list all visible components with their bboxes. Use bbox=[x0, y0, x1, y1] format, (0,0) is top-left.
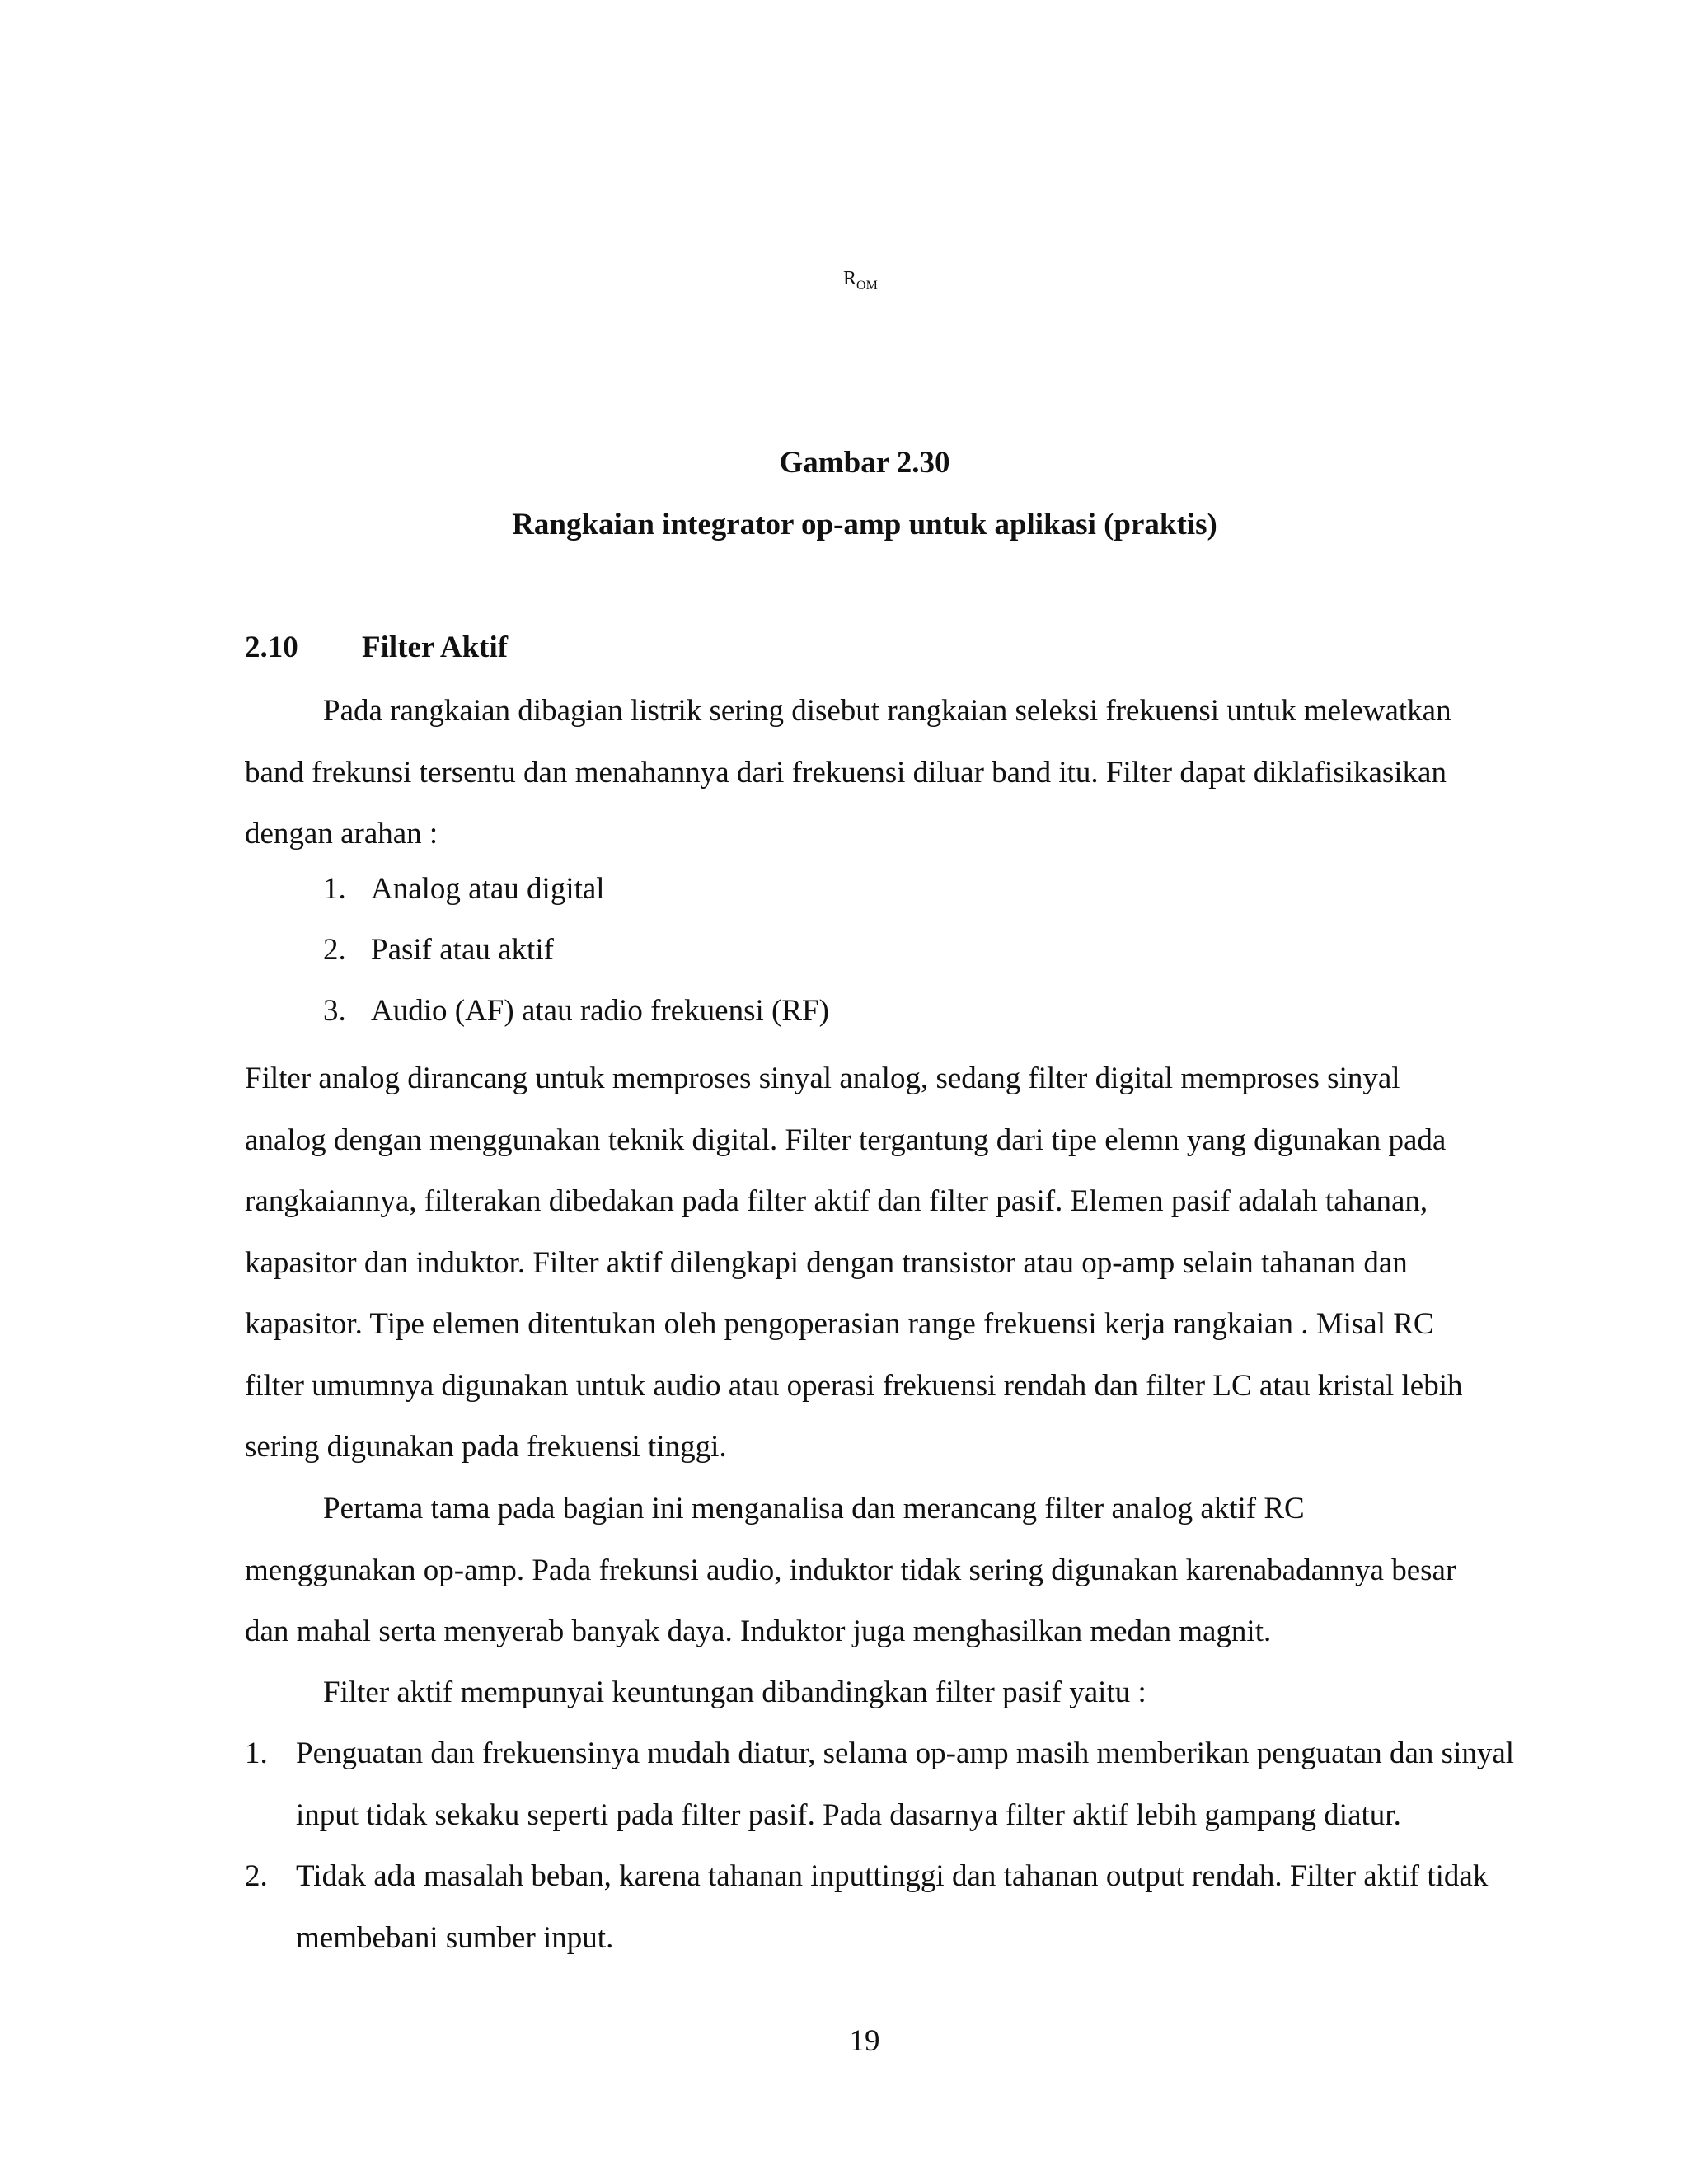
paragraph-intro: Pada rangkaian dibagian listrik sering disebut rangkaian seleksi frekuensi untuk melewatkan band frekunsi tersentu dan menahannya dari frekuensi diluar band itu. Filter dapat diklafisikasikan dengan arahan : bbox=[245, 694, 1451, 851]
figure-caption-number: Gambar 2.30 bbox=[779, 446, 950, 480]
page-number: 19 bbox=[849, 2024, 880, 2058]
paragraph-analog: Filter analog dirancang untuk memproses sinyal analog, sedang filter digital memproses sinyal analog dengan menggunakan teknik digital. Filter tergantung dari tipe elemn yang digunakan pada rangkaiannya, filterakan dibedakan pada filter aktif dan filter pasif. Elemen pasif adalah tahanan, kapasitor dan induktor. Filter aktif dilengkapi dengan transistor atau op-amp selain tahanan dan kapasitor. Tipe elemen ditentukan oleh pengoperasian range frekuensi kerja rangkaian . Misal RC filter umumnya digunakan untuk audio atau operasi frekuensi rendah dan filter LC atau kristal lebih sering digunakan pada frekuensi tinggi. bbox=[245, 1062, 1463, 1464]
figure-caption-title: Rangkaian integrator op-amp untuk aplikasi (praktis) bbox=[512, 508, 1217, 541]
figure-label bbox=[843, 266, 878, 298]
paragraph-pertama: Pertama tama pada bagian ini menganalisa dan merancang filter analog aktif RC menggunakan op-amp. Pada frekunsi audio, induktor tidak sering digunakan karenabadannya besar dan mahal serta menyerab banyak daya. Induktor juga menghasilkan medan magnit. bbox=[245, 1492, 1456, 1648]
list-item bbox=[245, 1723, 1531, 1846]
list-item bbox=[245, 1846, 1531, 1969]
list-item-number: 1. bbox=[323, 872, 346, 906]
list-item-text: Audio (AF) atau radio frekuensi (RF) bbox=[371, 994, 829, 1028]
list-item-number: 3. bbox=[323, 994, 346, 1028]
list-item bbox=[323, 993, 829, 1029]
paragraph-keuntungan: Filter aktif mempunyai keuntungan dibandingkan filter pasif yaitu : bbox=[323, 1675, 1146, 1709]
list-item bbox=[323, 871, 605, 907]
list-item-number: 2. bbox=[245, 1859, 268, 1893]
list-item-number: 1. bbox=[245, 1736, 268, 1770]
list-item-text: Penguatan dan frekuensinya mudah diatur, selama op-amp masih memberikan penguatan dan sinyal input tidak sekaku seperti pada filter pasif. Pada dasarnya filter aktif lebih gampang diatur. bbox=[296, 1736, 1515, 1832]
section-number: 2.10 bbox=[245, 630, 298, 664]
list-item-number: 2. bbox=[323, 933, 346, 967]
list-item-text: Analog atau digital bbox=[371, 872, 605, 906]
section-heading bbox=[245, 630, 508, 666]
figure-label-subscript: OM bbox=[856, 279, 878, 293]
list-item-text: Tidak ada masalah beban, karena tahanan inputtinggi dan tahanan output rendah. Filter aktif tidak membebani sumber input. bbox=[296, 1859, 1489, 1955]
figure-label-main: R bbox=[843, 268, 857, 289]
list-item-text: Pasif atau aktif bbox=[371, 933, 554, 967]
section-title: Filter Aktif bbox=[362, 630, 509, 664]
list-item bbox=[323, 932, 554, 968]
